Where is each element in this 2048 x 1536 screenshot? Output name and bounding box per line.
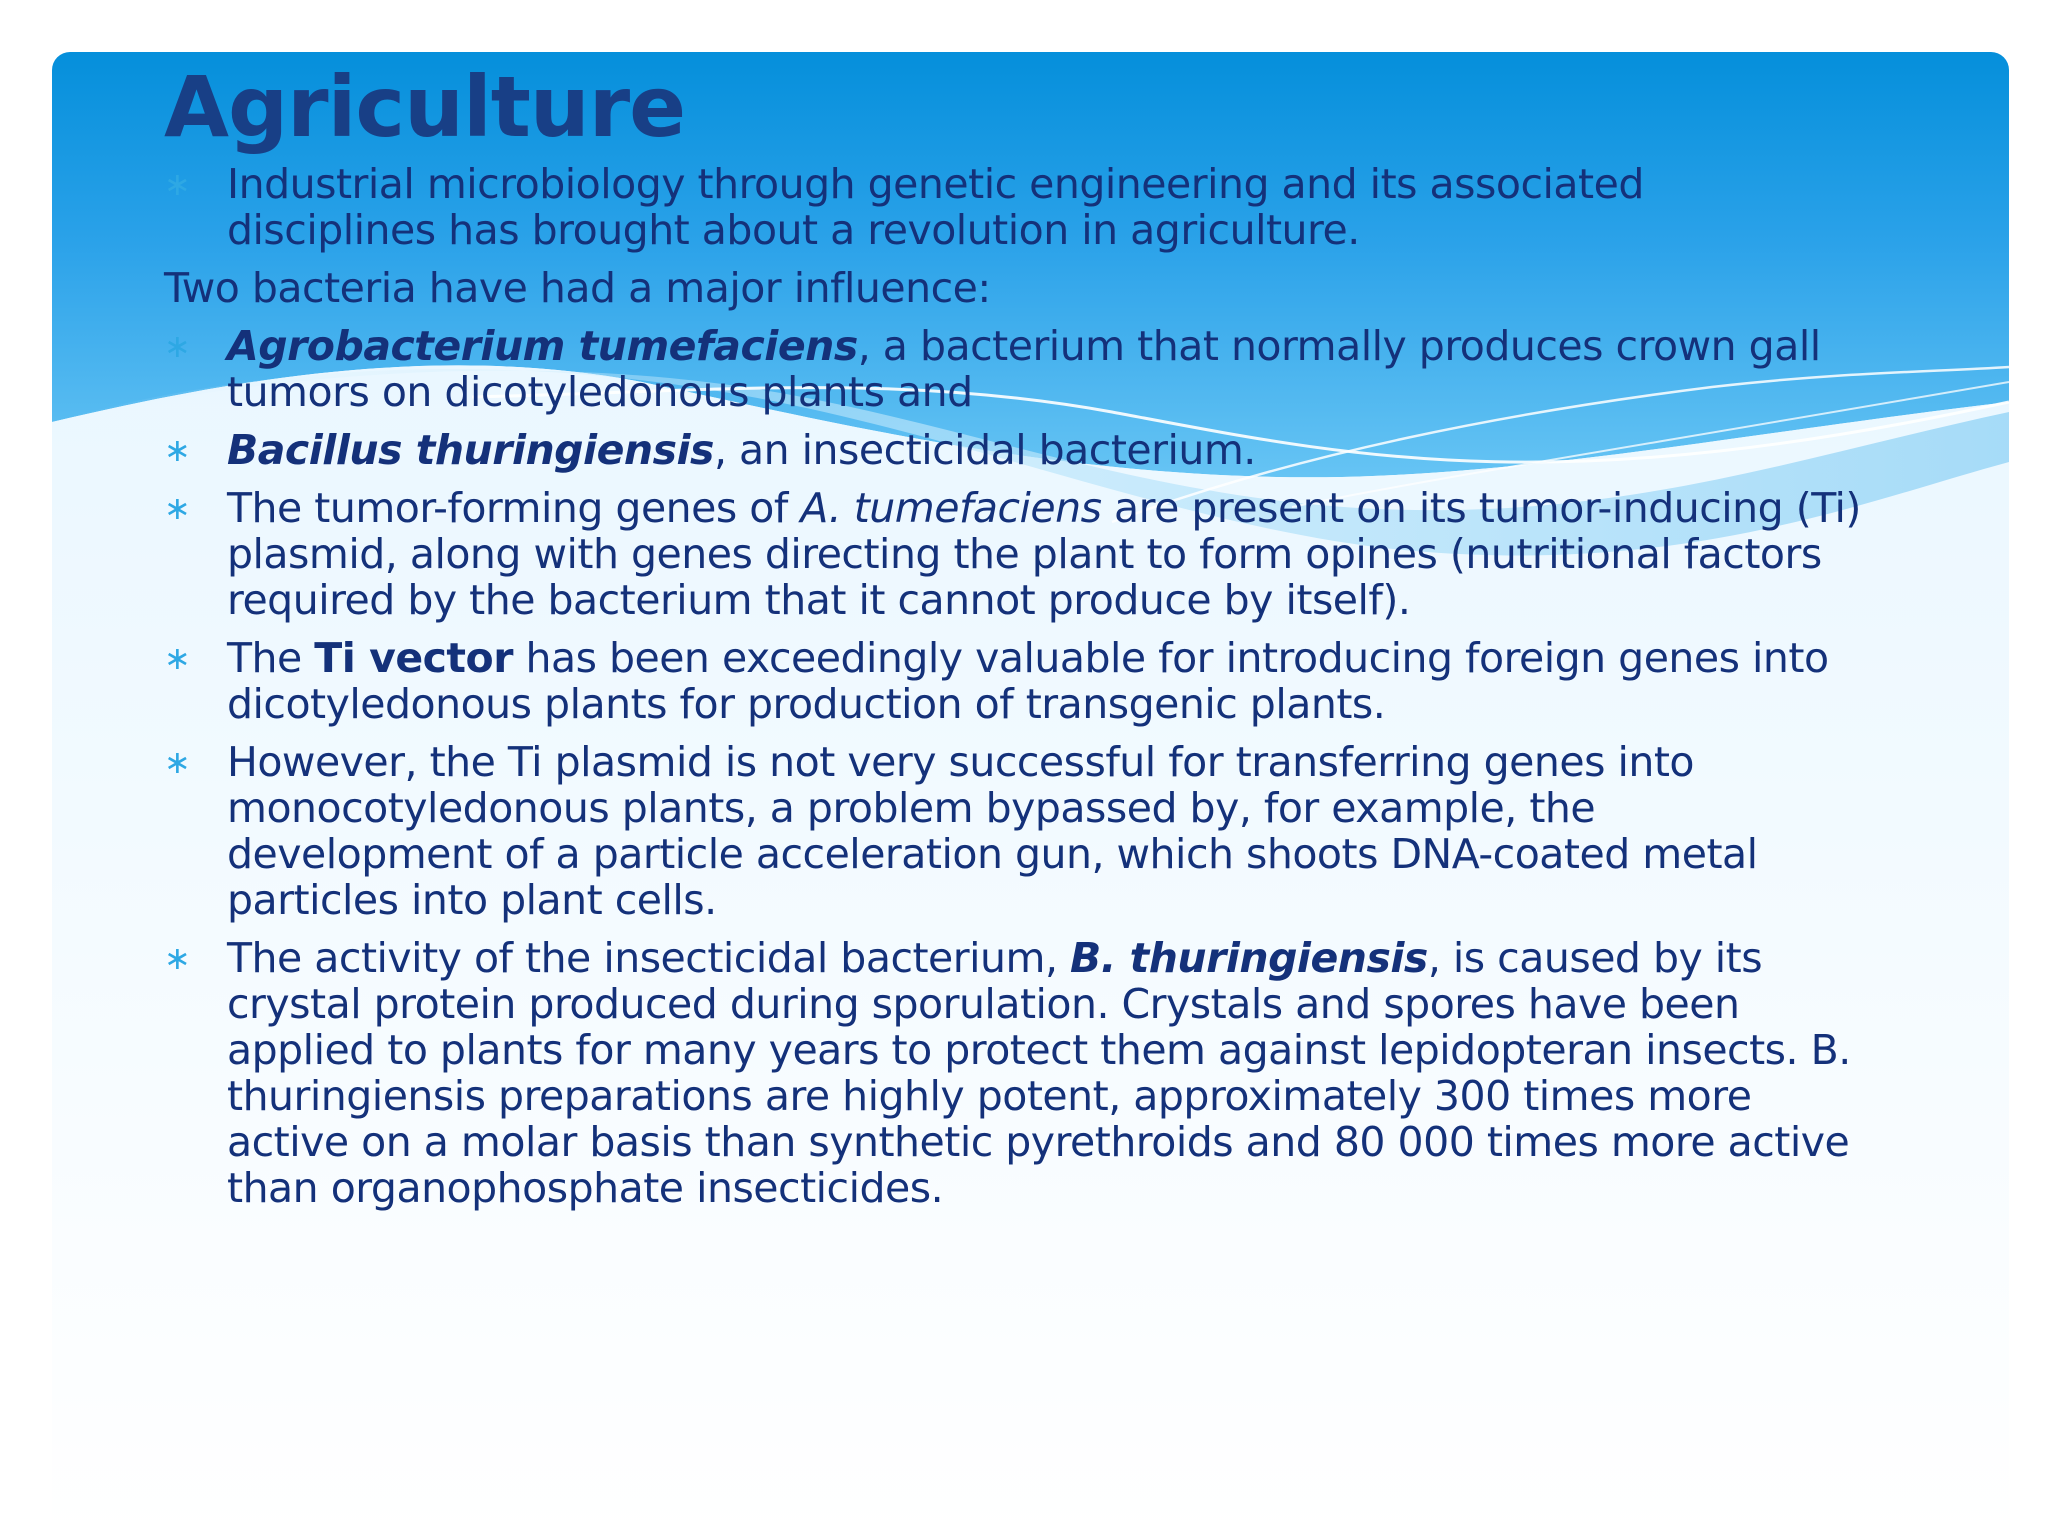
italic-species: A. tumefaciens xyxy=(800,483,1102,532)
bullet-text-start: The xyxy=(227,633,315,682)
bullet-monocot xyxy=(164,739,1864,923)
bullet-text: are present on its tumor-inducing (Ti) plasmid, along with genes directing the plant to form opines (nutritional factors required by the bacterium that it cannot produce by itself). xyxy=(227,483,1861,624)
slide-title: Agriculture xyxy=(164,58,686,156)
slide-body xyxy=(164,161,1864,1211)
bullet-asterisk-icon: ∗ xyxy=(164,638,191,677)
bullet-thuringiensis-activity xyxy=(164,935,1864,1211)
bullet-asterisk-icon: ∗ xyxy=(164,488,191,527)
bullet-asterisk-icon: ∗ xyxy=(164,326,191,365)
intro-bullet-text: Industrial microbiology through genetic engineering and its associated disciplines has brought about a revolution in agriculture. xyxy=(227,159,1644,254)
emphasized-species: Bacillus thuringiensis xyxy=(227,425,714,474)
bullet-text: , is caused by its crystal protein produced during sporulation. Crystals and spores have been applied to plants for many years to protect them against lepidopteran insects. B. thuringiensis preparations are highly potent, approximately 300 times more active on a molar basis than synthetic pyrethroids and 80 000 times more active than organophosphate insecticides. xyxy=(227,933,1851,1212)
bullet-agrobacterium xyxy=(164,323,1864,415)
bullet-text: , an insecticidal bacterium. xyxy=(713,425,1256,474)
bullet-asterisk-icon: ∗ xyxy=(164,164,191,203)
bullet-text-start: The tumor-forming genes of xyxy=(227,483,801,532)
bullet-ti-plasmid xyxy=(164,485,1864,623)
emphasized-species: B. thuringiensis xyxy=(1070,933,1428,982)
slide-content xyxy=(164,58,1864,1223)
bold-term: Ti vector xyxy=(314,633,513,682)
plain-line: Two bacteria have had a major influence: xyxy=(164,263,991,312)
bullet-asterisk-icon: ∗ xyxy=(164,742,191,781)
bullet-asterisk-icon: ∗ xyxy=(164,938,191,977)
emphasized-species: Agrobacterium tumefaciens xyxy=(227,321,858,370)
bullet-text: , a bacterium that normally produces crown gall tumors on dicotyledonous plants and xyxy=(227,321,1821,416)
bullet-ti-vector xyxy=(164,635,1864,727)
intro-bullet xyxy=(164,161,1864,253)
bullet-text: has been exceedingly valuable for introducing foreign genes into dicotyledonous plants for production of transgenic plants. xyxy=(227,633,1829,728)
bullet-bacillus xyxy=(164,427,1864,473)
bullet-asterisk-icon: ∗ xyxy=(164,430,191,469)
bullet-text-start: The activity of the insecticidal bacterium, xyxy=(227,933,1071,982)
bullet-text: However, the Ti plasmid is not very successful for transferring genes into monocotyledonous plants, a problem bypassed by, for example, the development of a particle acceleration gun, which shoots DNA-coated metal particles into plant cells. xyxy=(227,737,1758,924)
